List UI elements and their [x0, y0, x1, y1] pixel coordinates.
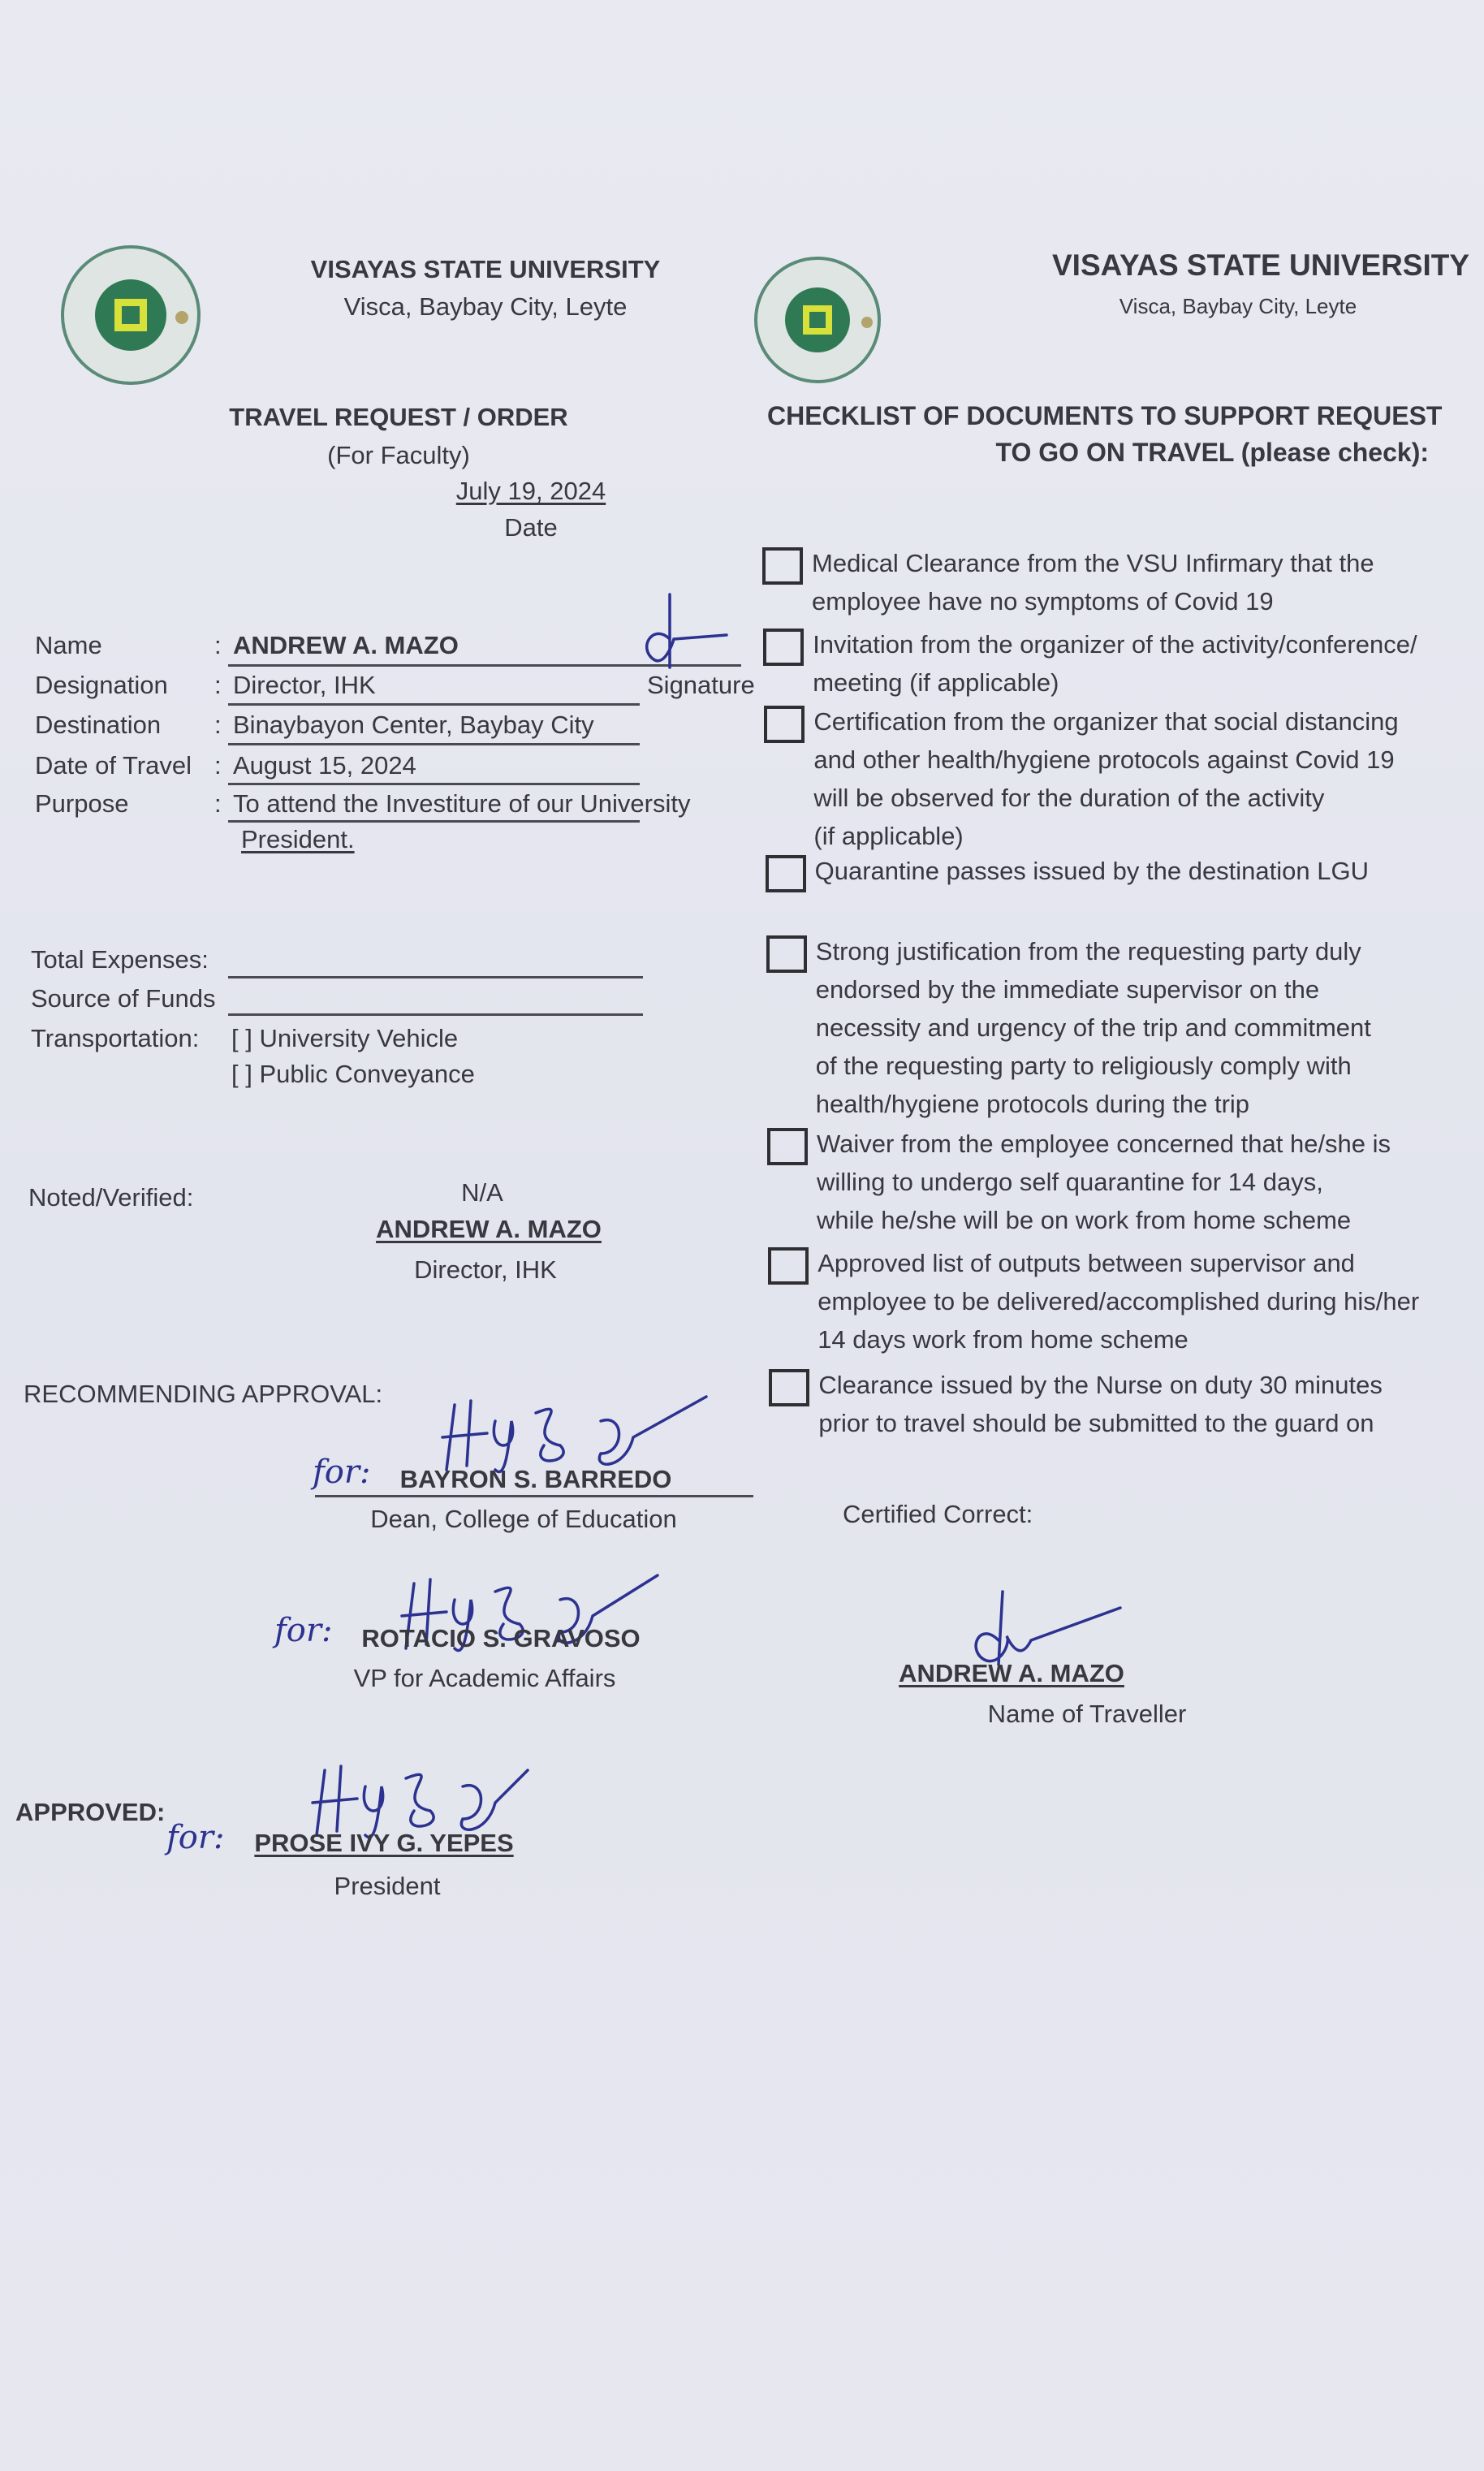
total-expenses-label: Total Expenses:	[31, 945, 209, 974]
checklist-checkbox[interactable]	[769, 1369, 809, 1406]
traveller-title: Name of Traveller	[987, 1700, 1187, 1728]
checklist-title: CHECKLIST OF DOCUMENTS TO SUPPORT REQUEST	[767, 401, 1443, 430]
university-name-right: VISAYAS STATE UNIVERSITY	[1052, 248, 1470, 282]
noted-value: N/A	[461, 1178, 503, 1207]
traveller-name: ANDREW A. MAZO	[899, 1659, 1124, 1687]
traveller-signature-1	[637, 590, 735, 672]
date-label: Date	[504, 513, 558, 542]
certified-label: Certified Correct:	[843, 1500, 1033, 1528]
checklist-item-line: while he/she will be on work from home scheme	[817, 1206, 1352, 1234]
checklist-item-line: Quarantine passes issued by the destination LGU	[814, 857, 1370, 885]
checklist-item-line: willing to undergo self quarantine for 14 days,	[817, 1168, 1323, 1196]
university-seal-left	[60, 244, 201, 386]
checklist-title-2: TO GO ON TRAVEL (please check):	[995, 438, 1429, 467]
checklist-item	[815, 852, 1481, 890]
approver-title: President	[334, 1872, 441, 1900]
checklist-item-line: Strong justification from the requesting party duly	[815, 937, 1361, 966]
checklist-item-line: endorsed by the immediate supervisor on the	[815, 975, 1320, 1004]
destination-label: Destination	[35, 711, 162, 739]
checklist-checkbox[interactable]	[762, 547, 803, 585]
designation-value: Director, IHK	[233, 671, 376, 699]
checklist-checkbox[interactable]	[763, 629, 804, 666]
noted-title: Director, IHK	[414, 1255, 557, 1284]
request-date: July 19, 2024	[455, 477, 606, 505]
travel-date-value: August 15, 2024	[233, 751, 416, 780]
colon: :	[214, 751, 222, 780]
checklist-checkbox[interactable]	[764, 706, 805, 743]
checklist-item-line: Medical Clearance from the VSU Infirmary that the	[812, 549, 1374, 577]
checklist-item-line: Approved list of outputs between supervisor and	[817, 1249, 1355, 1277]
purpose-underline	[228, 820, 640, 823]
checklist-item	[816, 932, 1482, 1123]
source-of-funds-field	[228, 1013, 643, 1016]
checklist-item	[812, 544, 1478, 620]
checklist-item	[817, 1244, 1483, 1359]
recommender-2-name: ROTACIO S. GRAVOSO	[361, 1624, 641, 1652]
checklist-checkbox[interactable]	[768, 1247, 809, 1285]
checklist-item	[818, 1366, 1484, 1442]
colon: :	[214, 631, 222, 659]
checklist-item-line: (if applicable)	[813, 822, 964, 850]
for-annotation-3: for:	[166, 1819, 225, 1856]
name-label: Name	[35, 631, 102, 659]
destination-value: Binaybayon Center, Baybay City	[233, 711, 594, 739]
checklist-item-line: will be observed for the duration of the activity	[813, 784, 1325, 812]
noted-label: Noted/Verified:	[28, 1183, 194, 1212]
checklist-item-line: Clearance issued by the Nurse on duty 30 minutes	[818, 1371, 1383, 1399]
form-subtitle: (For Faculty)	[327, 441, 470, 469]
checklist-item-line: Waiver from the employee concerned that he/she is	[817, 1130, 1391, 1158]
checklist-checkbox[interactable]	[767, 1128, 808, 1165]
purpose-value-line1: To attend the Investiture of our University	[233, 789, 691, 818]
university-address: Visca, Baybay City, Leyte	[343, 292, 628, 321]
purpose-value-line2: President.	[241, 825, 355, 853]
checklist-item-line: employee have no symptoms of Covid 19	[812, 587, 1274, 616]
destination-underline	[228, 743, 640, 745]
travel-date-label: Date of Travel	[35, 751, 192, 780]
checklist-item-line: health/hygiene protocols during the trip	[815, 1090, 1250, 1118]
checklist-item-line: of the requesting party to religiously comply with	[815, 1052, 1352, 1080]
checklist-item-line: and other health/hygiene protocols against Covid 19	[813, 745, 1395, 774]
approved-label: APPROVED:	[15, 1798, 166, 1826]
for-annotation-1: for:	[313, 1454, 371, 1491]
university-vehicle-option[interactable]: [ ] University Vehicle	[231, 1024, 459, 1052]
checklist-checkbox[interactable]	[766, 855, 806, 892]
recommender-1-line	[315, 1495, 753, 1497]
form-title: TRAVEL REQUEST / ORDER	[229, 403, 568, 431]
checklist-item-line: 14 days work from home scheme	[817, 1325, 1188, 1354]
designation-underline	[228, 703, 640, 706]
colon: :	[214, 789, 222, 818]
name-value: ANDREW A. MAZO	[233, 631, 459, 659]
purpose-label: Purpose	[35, 789, 129, 818]
checklist-item-line: meeting (if applicable)	[813, 668, 1059, 697]
recommending-label: RECOMMENDING APPROVAL:	[24, 1380, 383, 1408]
checklist-item	[813, 625, 1478, 702]
public-conveyance-option[interactable]: [ ] Public Conveyance	[231, 1060, 475, 1088]
source-of-funds-label: Source of Funds	[31, 984, 216, 1013]
total-expenses-field	[228, 976, 643, 978]
recommender-1-title: Dean, College of Education	[370, 1505, 677, 1533]
university-seal-right	[753, 256, 882, 384]
colon: :	[214, 711, 222, 739]
recommender-1-name: BAYRON S. BARREDO	[399, 1465, 672, 1493]
checklist-item	[817, 1125, 1482, 1239]
checklist-item-line: employee to be delivered/accomplished during his/her	[817, 1287, 1420, 1315]
approver-name: PROSE IVY G. YEPES	[254, 1829, 514, 1857]
checklist-item-line: Invitation from the organizer of the activity/conference/	[813, 630, 1417, 659]
checklist-item-line: prior to travel should be submitted to the guard on	[818, 1409, 1374, 1437]
university-address-right: Visca, Baybay City, Leyte	[1119, 294, 1357, 318]
travel-date-underline	[228, 783, 640, 785]
checklist-item	[813, 702, 1479, 855]
colon: :	[214, 671, 222, 699]
transportation-label: Transportation:	[31, 1024, 200, 1052]
noted-name: ANDREW A. MAZO	[376, 1215, 602, 1243]
recommender-2-title: VP for Academic Affairs	[353, 1664, 616, 1692]
signature-label: Signature	[647, 671, 755, 699]
university-name: VISAYAS STATE UNIVERSITY	[310, 255, 661, 283]
designation-label: Designation	[35, 671, 168, 699]
checklist-item-line: necessity and urgency of the trip and commitment	[815, 1013, 1371, 1042]
for-annotation-2: for:	[274, 1612, 333, 1649]
checklist-item-line: Certification from the organizer that social distancing	[813, 707, 1399, 736]
checklist-checkbox[interactable]	[766, 935, 807, 973]
